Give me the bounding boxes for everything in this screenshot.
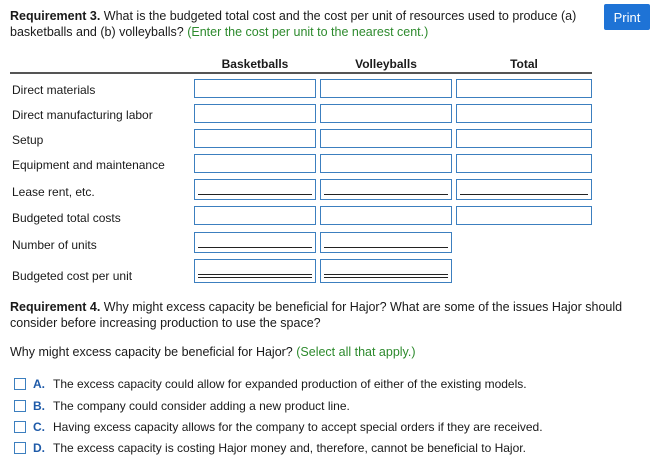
column-header-volleyballs: Volleyballs [355, 57, 417, 71]
column-header-total: Total [510, 57, 538, 71]
option-c-letter: C. [33, 420, 45, 434]
option-b-checkbox[interactable] [14, 400, 26, 412]
input-cost-per-unit-volleyballs[interactable] [320, 259, 452, 283]
option-d[interactable] [14, 441, 526, 455]
option-d-letter: D. [33, 441, 45, 455]
question-prompt [10, 345, 416, 359]
input-labor-total[interactable] [456, 104, 592, 123]
requirement-4-text: Why might excess capacity be beneficial for Hajor? What are some of the issues Hajor should consider before increasing production to use the space? [10, 300, 623, 330]
option-d-text: The excess capacity is costing Hajor money and, therefore, cannot be beneficial to Hajor. [53, 441, 526, 455]
question-text: Why might excess capacity be beneficial for Hajor? [10, 345, 293, 359]
option-c[interactable] [14, 420, 543, 434]
header-divider [10, 72, 592, 74]
requirement-3-label: Requirement 3. [10, 9, 101, 23]
input-lease-basketballs[interactable] [194, 179, 316, 200]
input-direct-materials-total[interactable] [456, 79, 592, 98]
option-c-text: Having excess capacity allows for the company to accept special orders if they are received. [53, 420, 543, 434]
row-label-direct-materials: Direct materials [12, 83, 96, 97]
input-lease-total[interactable] [456, 179, 592, 200]
requirement-4-label: Requirement 4. [10, 300, 101, 314]
input-units-volleyballs[interactable] [320, 232, 452, 253]
requirement-3-prompt [10, 8, 600, 40]
input-equipment-total[interactable] [456, 154, 592, 173]
option-a-checkbox[interactable] [14, 378, 26, 390]
row-label-budgeted-total-costs: Budgeted total costs [12, 211, 121, 225]
row-label-equipment-maintenance: Equipment and maintenance [12, 158, 165, 172]
option-b-letter: B. [33, 399, 45, 413]
input-direct-materials-basketballs[interactable] [194, 79, 316, 98]
input-cost-per-unit-basketballs[interactable] [194, 259, 316, 283]
input-total-costs-volleyballs[interactable] [320, 206, 452, 225]
input-total-costs-basketballs[interactable] [194, 206, 316, 225]
row-label-setup: Setup [12, 133, 44, 147]
input-labor-volleyballs[interactable] [320, 104, 452, 123]
row-label-budgeted-cost-per-unit: Budgeted cost per unit [12, 269, 133, 283]
input-units-basketballs[interactable] [194, 232, 316, 253]
option-a-letter: A. [33, 377, 45, 391]
option-b[interactable] [14, 399, 350, 413]
option-a-text: The excess capacity could allow for expanded production of either of the existing models. [53, 377, 527, 391]
print-button[interactable]: Print [604, 4, 650, 30]
input-equipment-volleyballs[interactable] [320, 154, 452, 173]
input-lease-volleyballs[interactable] [320, 179, 452, 200]
option-d-checkbox[interactable] [14, 442, 26, 454]
input-setup-total[interactable] [456, 129, 592, 148]
row-label-lease-rent: Lease rent, etc. [12, 185, 95, 199]
input-setup-basketballs[interactable] [194, 129, 316, 148]
row-label-number-of-units: Number of units [12, 238, 97, 252]
option-a[interactable] [14, 377, 527, 391]
input-setup-volleyballs[interactable] [320, 129, 452, 148]
input-labor-basketballs[interactable] [194, 104, 316, 123]
column-header-basketballs: Basketballs [221, 57, 289, 71]
input-equipment-basketballs[interactable] [194, 154, 316, 173]
option-b-text: The company could consider adding a new product line. [53, 399, 350, 413]
input-total-costs-total[interactable] [456, 206, 592, 225]
requirement-4-prompt [10, 299, 650, 331]
option-c-checkbox[interactable] [14, 421, 26, 433]
row-label-direct-manufacturing-labor: Direct manufacturing labor [12, 108, 153, 122]
requirement-3-instruction: (Enter the cost per unit to the nearest cent.) [183, 25, 429, 39]
input-direct-materials-volleyballs[interactable] [320, 79, 452, 98]
question-instruction: (Select all that apply.) [292, 345, 416, 359]
requirement-3-text: What is the budgeted total cost and the cost per unit of resources used to produce (a) basketballs and (b) volleyballs? [10, 9, 577, 39]
